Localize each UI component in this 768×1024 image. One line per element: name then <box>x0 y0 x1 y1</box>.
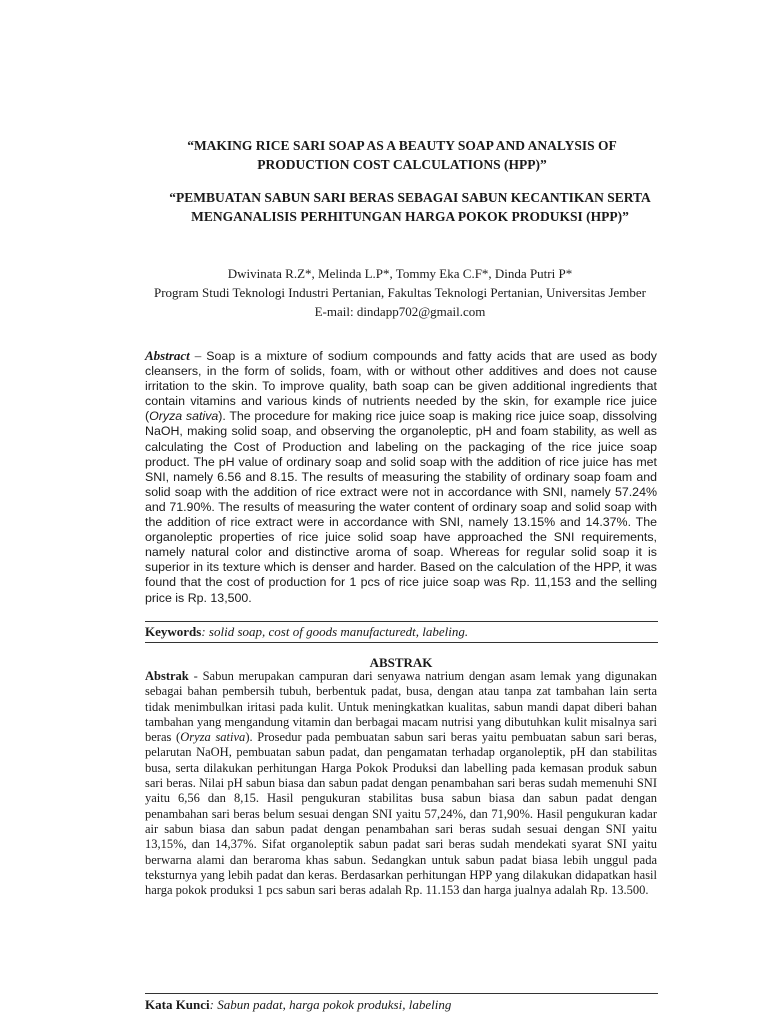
keywords-bottom-rule <box>145 642 658 643</box>
abstrak-dash: - <box>188 669 203 683</box>
author-names: Dwivinata R.Z*, Melinda L.P*, Tommy Eka C.F*, Dinda Putri P* <box>227 266 573 281</box>
kata-kunci-top-rule <box>145 993 658 994</box>
keywords-top-rule <box>145 621 658 622</box>
keywords-label: Keywords <box>145 624 202 639</box>
author-email: E-mail: dindapp702@gmail.com <box>314 304 486 319</box>
author-affiliation: Program Studi Teknologi Industri Pertanian, Fakultas Teknologi Pertanian, Universitas Jember <box>154 285 646 300</box>
abstrak-species: Oryza sativa <box>180 730 246 745</box>
abstrak-text-part-2: ). Prosedur pada pembuatan sabun sari beras yaitu pembuatan sabun sari beras, pelarutan NaOH, pembuatan sabun padat, dan pengamatan terhadap organoleptik, pH dan stabilitas busa, serta dilakukan perhitungan Harga Pokok Produksi dan labelling pada kemasan produk sabun sari beras. Nilai pH sabun biasa dan sabun padat dengan penambahan sari beras sudah memenuhi SNI yaitu 6,56 dan 8,15. Hasil pengukuran stabilitas busa sabun biasa dan sabun padat dengan penambahan sari beras belum sesuai dengan SNI yaitu 57,24%, dan 71,90%. Hasil pengukuran kadar air sabun biasa dan sabun padat dengan penambahan sari beras sudah sesuai dengan SNI yaitu 13,15%, dan 14,37%. Sifat organoleptik sabun padat sari beras sudah mendekati syarat SNI yaitu berwarna alami dan beraroma khas sabun. Sedangkan untuk sabun padat biasa lebih unggul pada teksturnya yang lebih padat dan keras. Berdasarkan perhitungan HPP yang dilakukan didapatkan hasil harga pokok produksi 1 pcs sabun sari beras adalah Rp. 11.153 dan harga jualnya adalah Rp. 13.500. <box>145 730 657 898</box>
kata-kunci-text: : Sabun padat, harga pokok produksi, labeling <box>209 997 452 1012</box>
abstract-english <box>145 348 657 606</box>
abstract-text-part-1: Soap is a mixture of sodium compounds and fatty acids that are used as body cleansers, in the form of solids, foam, with or without other additives and does not cause irritation to the skin. To improve quality, bath soap can be given additional ingredients that contain vitamins and various kinds of nutrients needed by the skin, for example rice juice ( <box>145 349 657 424</box>
title-indonesian: “PEMBUATAN SABUN SARI BERAS SEBAGAI SABUN KECANTIKAN SERTA MENGANALISIS PERHITUNGAN HARGA POKOK PRODUKSI (HPP)” <box>169 190 651 224</box>
abstrak-text-part-1: Sabun merupakan campuran dari senyawa natrium dengan asam lemak yang digunakan sebagai bahan pembersih tubuh, berbentuk padat, busa, dengan atau tanpa zat tambahan lain serta tidak menimbulkan iritasi pada kulit. Untuk meningkatkan kualitas, sabun mandi dapat diberi bahan tambahan yang mengandung vitamin dan berbagai macam nutrisi yang dibutuhkan kulit misalnya sari beras ( <box>145 669 657 745</box>
abstract-species: Oryza sativa <box>149 409 219 424</box>
abstrak-label: Abstrak <box>145 669 189 683</box>
author-block <box>145 264 655 321</box>
kata-kunci-line <box>145 997 657 1013</box>
abstract-indonesian <box>145 669 657 898</box>
abstrak-heading: ABSTRAK <box>369 655 433 670</box>
keywords-line <box>145 624 657 640</box>
abstract-text-part-2: ). The procedure for making rice juice soap is making rice juice soap, dissolving NaOH, making solid soap, and observing the organoleptic, pH and foam stability, as well as calculating the Cost of Production and labeling on the packaging of the rice juice soap product. The pH value of ordinary soap and solid soap with the addition of rice juice has met SNI, namely 6.56 and 8.15. The results of measuring the stability of ordinary soap foam and solid soap with the addition of rice extract were not in accordance with SNI, namely 57.24% and 71.90%. The results of measuring the water content of ordinary soap and solid soap with the addition of rice extract were in accordance with SNI, namely 13.15% and 14.37%. The organoleptic properties of rice juice solid soap have approached the SNI requirements, namely natural color and distinctive aroma of soap. Whereas for regular solid soap it is superior in its texture which is denser and harder. Based on the calculation of the HPP, it was found that the cost of production for 1 pcs of rice juice soap was Rp. 11,153 and the selling price is Rp. 13,500. <box>145 409 657 605</box>
abstract-label: Abstract <box>145 348 190 363</box>
abstract-dash: – <box>189 348 207 363</box>
keywords-text: : solid soap, cost of goods manufacturedt, labeling. <box>201 624 469 639</box>
kata-kunci-label: Kata Kunci <box>145 997 210 1012</box>
title-english: “MAKING RICE SARI SOAP AS A BEAUTY SOAP AND ANALYSIS OF PRODUCTION COST CALCULATIONS (HPP)” <box>187 138 617 172</box>
